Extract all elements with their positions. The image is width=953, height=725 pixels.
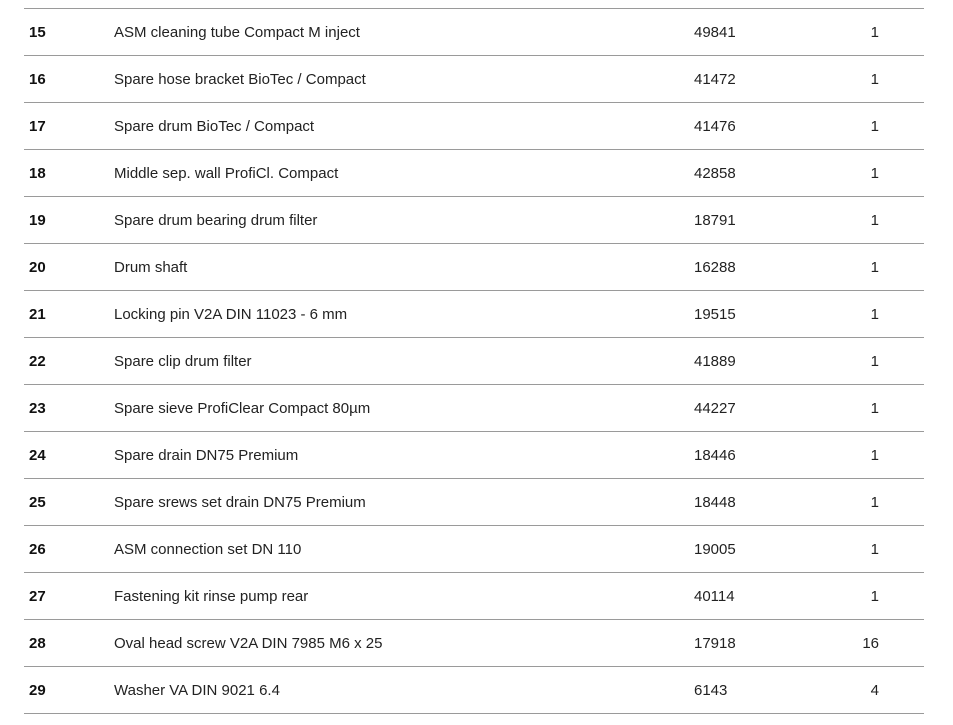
quantity: 1 bbox=[870, 587, 879, 605]
article-number: 16288 bbox=[694, 258, 736, 276]
part-description: Locking pin V2A DIN 11023 - 6 mm bbox=[114, 305, 348, 323]
quantity: 4 bbox=[870, 681, 879, 699]
table-row bbox=[24, 197, 924, 244]
position-number: 16 bbox=[29, 70, 46, 88]
position-number: 15 bbox=[29, 23, 46, 41]
table-row bbox=[24, 432, 924, 479]
quantity: 1 bbox=[870, 493, 879, 511]
article-number: 41889 bbox=[694, 352, 736, 370]
position-number: 25 bbox=[29, 493, 46, 511]
article-number: 18446 bbox=[694, 446, 736, 464]
article-number: 42858 bbox=[694, 164, 736, 182]
table-row bbox=[24, 291, 924, 338]
article-number: 44227 bbox=[694, 399, 736, 417]
part-description: ASM connection set DN 110 bbox=[114, 540, 302, 558]
part-description: Spare srews set drain DN75 Premium bbox=[114, 493, 366, 511]
part-description: ASM cleaning tube Compact M inject bbox=[114, 23, 360, 41]
table-row bbox=[24, 385, 924, 432]
position-number: 27 bbox=[29, 587, 46, 605]
position-number: 18 bbox=[29, 164, 46, 182]
quantity: 1 bbox=[870, 70, 879, 88]
article-number: 18791 bbox=[694, 211, 736, 229]
position-number: 22 bbox=[29, 352, 46, 370]
part-description: Spare clip drum filter bbox=[114, 352, 252, 370]
position-number: 20 bbox=[29, 258, 46, 276]
part-description: Oval head screw V2A DIN 7985 M6 x 25 bbox=[114, 634, 383, 652]
position-number: 26 bbox=[29, 540, 46, 558]
table-row bbox=[24, 56, 924, 103]
quantity: 1 bbox=[870, 211, 879, 229]
position-number: 21 bbox=[29, 305, 46, 323]
article-number: 19515 bbox=[694, 305, 736, 323]
article-number: 18448 bbox=[694, 493, 736, 511]
parts-table bbox=[24, 8, 924, 714]
quantity: 16 bbox=[862, 634, 879, 652]
quantity: 1 bbox=[870, 446, 879, 464]
table-row bbox=[24, 667, 924, 714]
part-description: Spare sieve ProfiClear Compact 80µm bbox=[114, 399, 371, 417]
position-number: 28 bbox=[29, 634, 46, 652]
article-number: 6143 bbox=[694, 681, 728, 699]
table-row bbox=[24, 573, 924, 620]
table-row bbox=[24, 526, 924, 573]
quantity: 1 bbox=[870, 23, 879, 41]
quantity: 1 bbox=[870, 352, 879, 370]
table-row bbox=[24, 103, 924, 150]
quantity: 1 bbox=[870, 258, 879, 276]
part-description: Spare drain DN75 Premium bbox=[114, 446, 299, 464]
table-row bbox=[24, 620, 924, 667]
table-row bbox=[24, 244, 924, 291]
table-row bbox=[24, 479, 924, 526]
position-number: 29 bbox=[29, 681, 46, 699]
part-description: Spare hose bracket BioTec / Compact bbox=[114, 70, 366, 88]
position-number: 24 bbox=[29, 446, 46, 464]
position-number: 19 bbox=[29, 211, 46, 229]
quantity: 1 bbox=[870, 305, 879, 323]
part-description: Washer VA DIN 9021 6.4 bbox=[114, 681, 280, 699]
position-number: 17 bbox=[29, 117, 46, 135]
article-number: 41472 bbox=[694, 70, 736, 88]
position-number: 23 bbox=[29, 399, 46, 417]
quantity: 1 bbox=[870, 164, 879, 182]
part-description: Spare drum bearing drum filter bbox=[114, 211, 318, 229]
article-number: 40114 bbox=[694, 587, 735, 605]
part-description: Spare drum BioTec / Compact bbox=[114, 117, 315, 135]
table-row bbox=[24, 150, 924, 197]
part-description: Fastening kit rinse pump rear bbox=[114, 587, 309, 605]
quantity: 1 bbox=[870, 117, 879, 135]
article-number: 49841 bbox=[694, 23, 736, 41]
part-description: Middle sep. wall ProfiCl. Compact bbox=[114, 164, 339, 182]
article-number: 41476 bbox=[694, 117, 736, 135]
article-number: 17918 bbox=[694, 634, 736, 652]
quantity: 1 bbox=[870, 399, 879, 417]
quantity: 1 bbox=[870, 540, 879, 558]
article-number: 19005 bbox=[694, 540, 736, 558]
table-row bbox=[24, 9, 924, 56]
table-row bbox=[24, 338, 924, 385]
part-description: Drum shaft bbox=[114, 258, 188, 276]
